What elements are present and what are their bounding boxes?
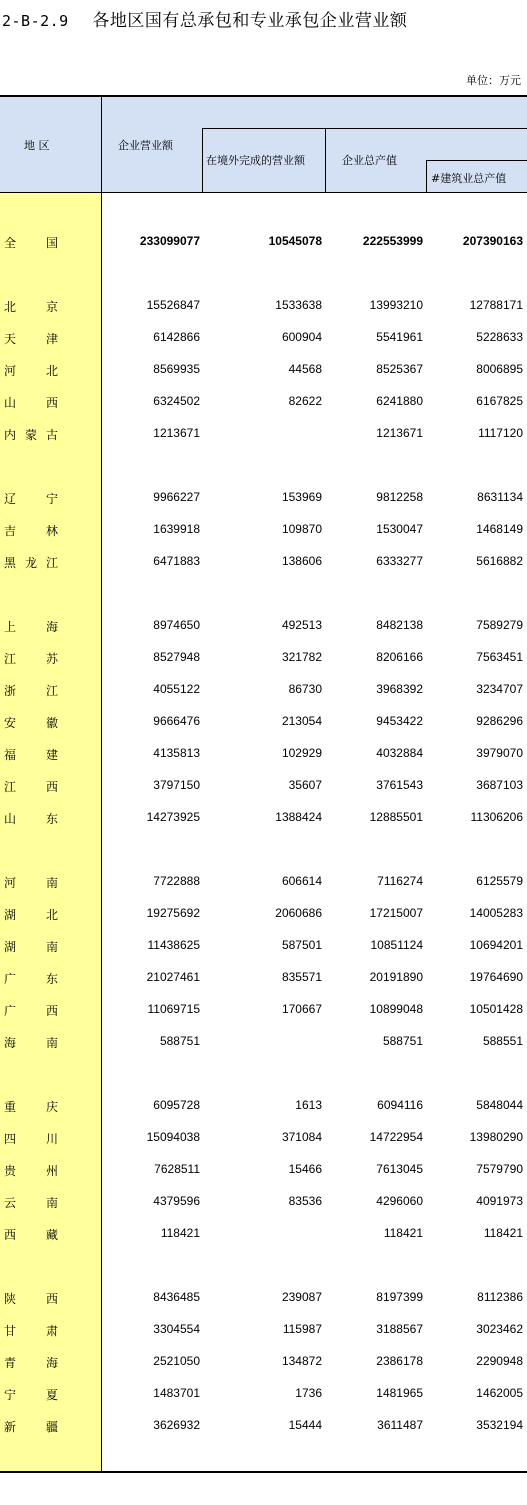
region-name (4, 650, 58, 667)
overseas-revenue-cell: 102929 (281, 746, 322, 760)
construction-output-cell: 588551 (482, 1034, 523, 1048)
region-name (4, 1290, 58, 1307)
table-row (0, 746, 527, 762)
total-output-cell: 10851124 (370, 938, 423, 952)
region-name-char: 内 (4, 428, 17, 442)
total-output-cell: 3188567 (376, 1322, 423, 1336)
revenue-cell: 588751 (159, 1034, 200, 1048)
revenue-cell: 4055122 (153, 682, 200, 696)
table-row (0, 394, 527, 410)
construction-output-cell: 8631134 (477, 490, 523, 504)
table-row (0, 1130, 527, 1146)
region-name (4, 906, 58, 923)
revenue-cell: 8527948 (153, 650, 200, 664)
overseas-revenue-cell: 1613 (295, 1098, 322, 1112)
region-name (4, 874, 58, 891)
revenue-cell: 1639918 (153, 522, 200, 536)
overseas-revenue-cell: 587501 (281, 938, 322, 952)
construction-output-cell: 3234707 (476, 682, 523, 696)
overseas-revenue-cell: 600904 (281, 330, 322, 344)
region-name-char: 宁 (4, 1388, 17, 1402)
region-name (4, 426, 58, 443)
region-name (4, 394, 58, 411)
revenue-cell: 21027461 (146, 970, 200, 984)
overseas-revenue-cell: 321782 (281, 650, 322, 664)
region-name (4, 938, 58, 955)
region-name-char: 西 (45, 780, 58, 794)
overseas-revenue-cell: 835571 (281, 970, 322, 984)
region-name-char: 东 (45, 812, 58, 826)
table-code: 2-B-2.9 (2, 12, 69, 30)
region-name-char: 浙 (4, 684, 17, 698)
region-name (4, 362, 58, 379)
revenue-cell: 1483701 (153, 1386, 200, 1400)
construction-output-cell: 8006895 (476, 362, 523, 376)
region-name (4, 1226, 58, 1243)
construction-output-cell: 2290948 (476, 1354, 523, 1368)
revenue-cell: 7628511 (154, 1162, 200, 1176)
overseas-revenue-cell: 153969 (281, 490, 322, 504)
region-name-char: 北 (45, 908, 58, 922)
revenue-cell: 15094038 (146, 1130, 200, 1144)
region-name-char: 南 (45, 1036, 58, 1050)
revenue-cell: 3304554 (153, 1322, 200, 1336)
region-name (4, 490, 58, 507)
revenue-cell: 3797150 (153, 778, 200, 792)
region-name-char: 夏 (45, 1388, 58, 1402)
table-row (0, 426, 527, 442)
header-construction-output: #建筑业总产值 (431, 172, 507, 185)
table-row (0, 1194, 527, 1210)
region-name (4, 970, 58, 987)
total-output-cell: 8525367 (376, 362, 423, 376)
unit-label: 单位：万元 (466, 74, 521, 87)
region-name-char: 海 (45, 620, 58, 634)
total-output-cell: 118421 (383, 1226, 423, 1240)
region-name-char: 西 (4, 1228, 17, 1242)
total-output-cell: 3761543 (376, 778, 423, 792)
construction-output-cell: 10501428 (469, 1002, 523, 1016)
table-row (0, 778, 527, 794)
region-name-char: 江 (45, 684, 58, 698)
total-output-cell: 9812258 (376, 490, 423, 504)
revenue-cell: 19275692 (146, 906, 200, 920)
region-name (4, 330, 58, 347)
overseas-revenue-cell: 35607 (288, 778, 322, 792)
construction-output-cell: 4091973 (476, 1194, 523, 1208)
total-output-cell: 8197399 (376, 1290, 423, 1304)
total-output-cell: 14722954 (369, 1130, 423, 1144)
revenue-cell: 3626932 (153, 1418, 200, 1432)
table-row (0, 810, 527, 826)
table-row (0, 362, 527, 378)
region-name-char: 北 (4, 300, 17, 314)
total-output-cell: 8482138 (376, 618, 423, 632)
region-name-char: 吉 (4, 524, 17, 538)
region-name (4, 810, 58, 827)
table-row (0, 1418, 527, 1434)
construction-output-cell: 10694201 (469, 938, 523, 952)
region-name-char: 南 (45, 1196, 58, 1210)
region-name (4, 1162, 58, 1179)
region-name-char: 东 (45, 972, 58, 986)
region-name-char: 建 (45, 748, 58, 762)
revenue-cell: 1213671 (153, 426, 200, 440)
region-name-char: 江 (45, 556, 58, 570)
region-name (4, 522, 58, 539)
table-row (0, 554, 527, 570)
region-name (4, 682, 58, 699)
region-name-char: 西 (45, 1292, 58, 1306)
construction-output-cell: 11306206 (470, 810, 523, 824)
table-title-text: 各地区国有总承包和专业承包企业营业额 (92, 11, 408, 31)
region-name-char: 京 (45, 300, 58, 314)
overseas-revenue-cell: 10545078 (268, 234, 322, 248)
table-row (0, 874, 527, 890)
construction-output-cell: 13980290 (469, 1130, 523, 1144)
region-name-char: 陕 (4, 1292, 17, 1306)
revenue-cell: 4135813 (153, 746, 200, 760)
total-output-cell: 13993210 (369, 298, 423, 312)
table-row (0, 970, 527, 986)
region-name-char: 重 (4, 1100, 17, 1114)
region-name-char: 海 (45, 1356, 58, 1370)
region-name (4, 778, 58, 795)
total-output-cell: 6241880 (376, 394, 423, 408)
revenue-cell: 8974650 (153, 618, 200, 632)
region-name-char: 肃 (45, 1324, 58, 1338)
region-name-char: 河 (4, 876, 17, 890)
region-name (4, 1130, 58, 1147)
region-name-char: 新 (4, 1420, 17, 1434)
total-output-cell: 7116274 (377, 874, 423, 888)
total-output-cell: 3968392 (376, 682, 423, 696)
region-name-char: 黑 (4, 556, 17, 570)
overseas-revenue-cell: 115987 (282, 1322, 322, 1336)
total-output-cell: 6094116 (377, 1098, 423, 1112)
region-name-char: 海 (4, 1036, 17, 1050)
region-name-char: 四 (4, 1132, 17, 1146)
region-name-char: 湖 (4, 940, 17, 954)
total-output-cell: 20191890 (369, 970, 423, 984)
revenue-cell: 6095728 (153, 1098, 200, 1112)
revenue-cell: 6471883 (153, 554, 200, 568)
total-output-cell: 4032884 (376, 746, 423, 760)
construction-output-cell: 7563451 (476, 650, 523, 664)
table-row (0, 714, 527, 730)
construction-output-cell: 9286296 (476, 714, 523, 728)
region-name-char: 湖 (4, 908, 17, 922)
overseas-revenue-cell: 1736 (295, 1386, 322, 1400)
region-name (4, 1386, 58, 1403)
region-name-char: 山 (4, 812, 17, 826)
total-output-cell: 3611487 (377, 1418, 423, 1432)
header-total-output: 企业总产值 (342, 154, 397, 167)
overseas-revenue-cell: 109870 (281, 522, 322, 536)
overseas-revenue-cell: 1388424 (275, 810, 322, 824)
revenue-cell: 8569935 (153, 362, 200, 376)
region-name-char: 北 (45, 364, 58, 378)
region-name-char: 上 (4, 620, 17, 634)
revenue-cell: 6324502 (153, 394, 200, 408)
region-name-char: 广 (4, 1004, 17, 1018)
overseas-revenue-cell: 371084 (281, 1130, 322, 1144)
table-row (0, 682, 527, 698)
overseas-revenue-cell: 213054 (281, 714, 322, 728)
overseas-revenue-cell: 239087 (281, 1290, 322, 1304)
table-row (0, 1354, 527, 1370)
construction-output-cell: 5616882 (476, 554, 523, 568)
table-row (0, 1034, 527, 1050)
construction-output-cell: 8112386 (477, 1290, 523, 1304)
revenue-cell: 4379596 (153, 1194, 200, 1208)
total-output-cell: 4296060 (376, 1194, 423, 1208)
total-output-cell: 1530047 (376, 522, 423, 536)
region-name-char: 西 (45, 1004, 58, 1018)
region-name (4, 1322, 58, 1339)
region-name-char: 林 (45, 524, 58, 538)
region-name-char: 全 (4, 236, 17, 250)
region-name (4, 298, 58, 315)
construction-output-cell: 6125579 (476, 874, 523, 888)
total-output-cell: 2386178 (376, 1354, 423, 1368)
total-output-cell: 7613045 (376, 1162, 423, 1176)
region-name (4, 1354, 58, 1371)
region-name-char: 西 (45, 396, 58, 410)
table-title (2, 6, 407, 31)
revenue-cell: 9966227 (153, 490, 200, 504)
construction-output-cell: 7589279 (476, 618, 523, 632)
construction-output-cell: 207390163 (462, 234, 523, 248)
construction-output-cell: 1117120 (478, 426, 523, 440)
table-row (0, 938, 527, 954)
region-name-char: 辽 (4, 492, 17, 506)
overseas-revenue-cell: 2060686 (275, 906, 322, 920)
construction-output-cell: 118421 (483, 1226, 523, 1240)
region-name-char: 古 (45, 428, 58, 442)
region-name-char: 云 (4, 1196, 17, 1210)
table-row (0, 490, 527, 506)
header-region: 地 区 (24, 139, 50, 152)
total-output-cell: 10899048 (369, 1002, 423, 1016)
region-name (4, 1034, 58, 1051)
table-row (0, 618, 527, 634)
construction-output-cell: 3532194 (476, 1418, 523, 1432)
region-name-char: 龙 (24, 556, 37, 570)
region-name-char: 贵 (4, 1164, 17, 1178)
overseas-revenue-cell: 1533638 (275, 298, 322, 312)
total-output-cell: 12885501 (369, 810, 423, 824)
construction-output-cell: 6167825 (476, 394, 523, 408)
region-name-char: 藏 (45, 1228, 58, 1242)
revenue-cell: 9666476 (153, 714, 200, 728)
table-row (0, 234, 527, 250)
region-name-char: 州 (45, 1164, 58, 1178)
construction-output-cell: 7579790 (476, 1162, 523, 1176)
region-name-char: 安 (4, 716, 17, 730)
revenue-cell: 11069715 (147, 1002, 200, 1016)
overseas-revenue-cell: 86730 (288, 682, 322, 696)
region-name-char: 甘 (4, 1324, 17, 1338)
overseas-revenue-cell: 15466 (288, 1162, 322, 1176)
overseas-revenue-cell: 138606 (281, 554, 322, 568)
total-output-cell: 1481965 (376, 1386, 423, 1400)
total-output-cell: 9453422 (376, 714, 423, 728)
region-name-char: 疆 (45, 1420, 58, 1434)
table-row (0, 298, 527, 314)
region-name (4, 1418, 58, 1435)
header-revenue: 企业营业额 (118, 139, 173, 152)
region-name-char: 山 (4, 396, 17, 410)
construction-output-cell: 5228633 (476, 330, 523, 344)
region-name (4, 554, 58, 571)
region-name (4, 1002, 58, 1019)
total-output-cell: 17215007 (369, 906, 423, 920)
total-output-cell: 8206166 (376, 650, 423, 664)
region-name (4, 618, 58, 635)
total-output-cell: 1213671 (376, 426, 423, 440)
region-name-char: 江 (4, 652, 17, 666)
region-name-char: 国 (45, 236, 58, 250)
construction-output-cell: 5848044 (476, 1098, 523, 1112)
total-output-cell: 222553999 (362, 234, 423, 248)
overseas-revenue-cell: 492513 (281, 618, 322, 632)
construction-output-cell: 14005283 (469, 906, 523, 920)
revenue-cell: 15526847 (146, 298, 200, 312)
table-row (0, 522, 527, 538)
total-output-cell: 6333277 (376, 554, 423, 568)
region-name (4, 1194, 58, 1211)
region-name-char: 苏 (45, 652, 58, 666)
table-row (0, 1290, 527, 1306)
construction-output-cell: 3023462 (476, 1322, 523, 1336)
region-name-char: 蒙 (24, 428, 37, 442)
total-output-cell: 588751 (382, 1034, 423, 1048)
revenue-cell: 14273925 (146, 810, 200, 824)
region-name (4, 234, 58, 251)
region-name-char: 庆 (45, 1100, 58, 1114)
region-name (4, 714, 58, 731)
revenue-cell: 233099077 (139, 234, 200, 248)
region-name-char: 天 (4, 332, 17, 346)
overseas-revenue-cell: 15444 (288, 1418, 322, 1432)
region-name-char: 南 (45, 940, 58, 954)
region-name-char: 徽 (45, 716, 58, 730)
construction-output-cell: 19764690 (469, 970, 523, 984)
revenue-cell: 2521050 (153, 1354, 200, 1368)
revenue-cell: 118421 (160, 1226, 200, 1240)
region-name-char: 南 (45, 876, 58, 890)
construction-output-cell: 3979070 (476, 746, 523, 760)
table-row (0, 1226, 527, 1242)
revenue-cell: 11438625 (147, 938, 200, 952)
table-row (0, 1162, 527, 1178)
table-row (0, 330, 527, 346)
region-name-char: 青 (4, 1356, 17, 1370)
region-name-char: 河 (4, 364, 17, 378)
overseas-revenue-cell: 606614 (281, 874, 322, 888)
region-name (4, 1098, 58, 1115)
overseas-revenue-cell: 44568 (288, 362, 322, 376)
region-name-char: 川 (45, 1132, 58, 1146)
region-name-char: 广 (4, 972, 17, 986)
overseas-revenue-cell: 134872 (281, 1354, 322, 1368)
overseas-revenue-cell: 83536 (288, 1194, 322, 1208)
overseas-revenue-cell: 82622 (288, 394, 322, 408)
table-row (0, 1002, 527, 1018)
construction-output-cell: 1462005 (476, 1386, 523, 1400)
overseas-revenue-cell: 170667 (281, 1002, 322, 1016)
revenue-cell: 6142866 (153, 330, 200, 344)
region-name-char: 福 (4, 748, 17, 762)
table-row (0, 1322, 527, 1338)
region-column (0, 193, 101, 1472)
construction-output-cell: 1468149 (476, 522, 523, 536)
revenue-cell: 7722888 (153, 874, 200, 888)
region-name-char: 宁 (45, 492, 58, 506)
region-name (4, 746, 58, 763)
revenue-cell: 8436485 (153, 1290, 200, 1304)
table-row (0, 1098, 527, 1114)
table-row (0, 650, 527, 666)
construction-output-cell: 3687103 (476, 778, 523, 792)
total-output-cell: 5541961 (376, 330, 423, 344)
region-name-char: 江 (4, 780, 17, 794)
header-overseas-revenue: 在境外完成的营业额 (206, 154, 305, 167)
table-row (0, 1386, 527, 1402)
table-row (0, 906, 527, 922)
region-name-char: 津 (45, 332, 58, 346)
construction-output-cell: 12788171 (469, 298, 523, 312)
